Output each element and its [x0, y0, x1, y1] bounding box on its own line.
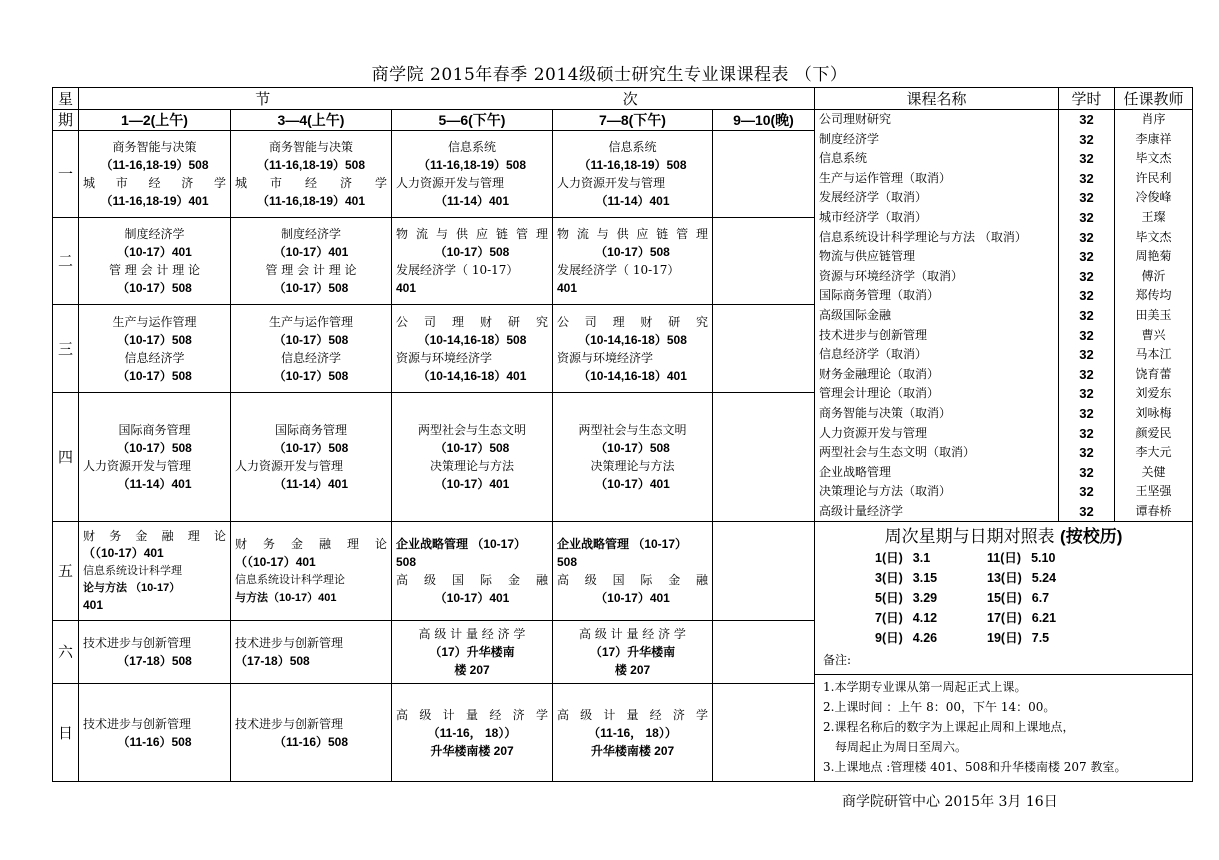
week-entry: [875, 608, 987, 628]
course-detail: （10-17）508: [117, 332, 192, 347]
course-title: 发展经济学（ 10-17）: [396, 263, 519, 278]
day-label: 三: [53, 305, 79, 393]
course-title: 国际商务管理: [274, 423, 347, 438]
course-detail: （11-14）401: [273, 477, 349, 492]
header-xing: 星: [53, 88, 79, 110]
course-title: 技术进步与创新管理: [235, 635, 344, 650]
course-teacher: 许民利: [1135, 170, 1172, 185]
course-detail: （10-17）401: [273, 245, 349, 260]
week-number: 3(日): [875, 571, 903, 586]
course-title: 高 级 国 际 金 融: [396, 573, 548, 588]
course-hours: 32: [1079, 268, 1094, 284]
class-cell: [79, 621, 231, 683]
course-detail: 401: [83, 598, 104, 613]
week-entry: [987, 568, 1099, 588]
course-hours: 32: [1079, 366, 1094, 382]
course-detail: （11-14）401: [117, 477, 192, 492]
course-detail: （10-17）508: [117, 281, 192, 296]
week-row: [875, 568, 1184, 588]
course-title: 物 流 与 供 应 链 管 理: [396, 227, 548, 242]
course-title: 商务智能与决策: [268, 140, 353, 155]
course-hours: 32: [1079, 151, 1094, 167]
class-cell: [231, 683, 392, 782]
course-title: 高 级 计 量 经 济 学: [396, 707, 548, 722]
week-entry: [987, 608, 1099, 628]
header-teacher: 任课教师: [1115, 88, 1193, 110]
course-teacher: 毕文杰: [1135, 229, 1172, 244]
course-detail: （10-17）508: [273, 368, 349, 383]
course-name: 高级计量经济学: [819, 503, 904, 518]
course-name: 信息经济学（取消）: [819, 347, 928, 362]
course-name: 两型社会与生态文明（取消）: [819, 445, 976, 460]
course-title: 高 级 计 量 经 济 学: [579, 626, 686, 641]
course-title: 公 司 理 财 研 究: [557, 314, 708, 329]
class-cell: [79, 522, 231, 621]
course-name: 国际商务管理（取消）: [819, 288, 940, 303]
week-entry: [987, 588, 1099, 608]
course-title: 企业战略管理 （10-17）: [557, 537, 688, 552]
course-name: 发展经济学（取消）: [819, 190, 928, 205]
course-title: 两型社会与生态文明: [417, 423, 526, 438]
course-detail: （17）升华楼南: [589, 644, 676, 659]
course-detail: （10-14,16-18）508: [578, 332, 687, 347]
class-cell-empty: [713, 621, 815, 683]
course-hours: 32: [1079, 386, 1094, 402]
day-label: 二: [53, 218, 79, 305]
week-date: 3.29: [912, 591, 938, 606]
class-cell-empty: [713, 305, 815, 393]
course-title: 制度经济学: [124, 227, 185, 242]
course-detail: （10-17）508: [595, 245, 670, 260]
course-title: 两型社会与生态文明: [578, 423, 687, 438]
course-name: 资源与环境经济学（取消）: [819, 268, 964, 283]
course-detail: （11-16,18-19）508: [417, 158, 527, 173]
course-name: 信息系统: [819, 151, 868, 166]
course-hours: 32: [1079, 347, 1094, 363]
day-label: 一: [53, 131, 79, 218]
course-title: 信息系统: [447, 140, 496, 155]
week-entry: [987, 548, 1099, 568]
week-entry: [875, 628, 987, 648]
class-cell: [231, 218, 392, 305]
class-cell-empty: [713, 393, 815, 522]
course-detail: （11-14）401: [595, 194, 670, 209]
course-detail: 楼 207: [614, 662, 651, 677]
course-teacher: 马本江: [1135, 347, 1172, 362]
week-date: 5.24: [1031, 571, 1057, 586]
course-title: 信息系统: [608, 140, 657, 155]
class-cell: [79, 305, 231, 393]
note-item: 1.本学期专业课从第一周起正式上课。: [823, 680, 1027, 695]
course-detail: （11-16）508: [117, 734, 192, 749]
day-label: 四: [53, 393, 79, 522]
course-hours: 32: [1079, 445, 1094, 461]
class-cell-empty: [713, 218, 815, 305]
course-title: 生产与运作管理: [112, 314, 197, 329]
note-item: 每周起止为周日至周六。: [835, 740, 968, 755]
course-title: 高 级 计 量 经 济 学: [418, 626, 526, 641]
class-cell: [392, 218, 553, 305]
course-detail: 升华楼南楼 207: [430, 743, 514, 758]
course-detail: 与方法（10-17）401: [235, 592, 337, 605]
course-detail: （11-16,18-19）508: [100, 158, 209, 173]
week-number: 7(日): [875, 611, 903, 626]
course-teacher: 饶育蕾: [1135, 366, 1172, 381]
course-title: 企业战略管理 （10-17）: [396, 537, 527, 552]
course-title: 人力资源开发与管理: [83, 459, 192, 474]
course-detail: （10-14,16-18）401: [417, 368, 527, 383]
course-name: 公司理财研究: [819, 112, 892, 126]
class-cell: [392, 393, 553, 522]
class-cell: [79, 218, 231, 305]
course-title: 高 级 计 量 经 济 学: [557, 707, 708, 722]
course-title: 制度经济学: [280, 227, 341, 242]
course-name: 城市经济学（取消）: [819, 209, 928, 224]
week-number: 9(日): [875, 631, 903, 646]
week-date: 7.5: [1031, 631, 1050, 646]
class-cell: [231, 131, 392, 218]
week-number: 1(日): [875, 551, 903, 566]
course-detail: （（10-17）401: [83, 546, 164, 561]
course-teacher: 李大元: [1135, 445, 1172, 460]
period-header: 7—8(下午): [553, 110, 713, 131]
day-label: 日: [53, 683, 79, 782]
course-title: 财 务 金 融 理 论: [235, 537, 387, 552]
course-hours: 32: [1079, 170, 1094, 186]
week-number: 13(日): [987, 571, 1022, 586]
week-row: [875, 628, 1184, 648]
class-cell: [231, 522, 392, 621]
course-detail: （10-17）401: [117, 245, 192, 260]
course-teacher: 田美玉: [1135, 307, 1172, 322]
class-cell: [392, 683, 553, 782]
course-title: 物 流 与 供 应 链 管 理: [557, 227, 708, 242]
course-detail: （10-17）508: [117, 441, 192, 456]
course-teacher: 周艳菊: [1135, 249, 1172, 264]
class-cell: [231, 621, 392, 683]
period-header: 5—6(下午): [392, 110, 553, 131]
week-number: 19(日): [987, 631, 1022, 646]
course-title: 信息经济学: [280, 350, 341, 365]
week-entry: [875, 548, 987, 568]
class-cell-empty: [713, 683, 815, 782]
course-detail: （11-16， 18））: [427, 725, 517, 740]
class-cell: [392, 305, 553, 393]
course-hours: 32: [1079, 503, 1094, 519]
course-title: 发展经济学（ 10-17）: [557, 263, 680, 278]
course-hours: 32: [1079, 464, 1094, 480]
course-detail: 401: [557, 281, 578, 296]
course-detail: （11-16,18-19）401: [256, 194, 366, 209]
course-title: 技术进步与创新管理: [235, 716, 344, 731]
course-name: 物流与供应链管理: [819, 249, 916, 264]
period-header: 1—2(上午): [79, 110, 231, 131]
course-detail: （17-18）508: [235, 653, 310, 668]
week-entry: [987, 628, 1099, 648]
week-date: 3.15: [912, 571, 938, 586]
course-detail: （10-17）508: [273, 441, 349, 456]
course-name: 企业战略管理: [819, 464, 892, 479]
class-cell: [231, 393, 392, 522]
course-title: 公 司 理 财 研 究: [396, 314, 548, 329]
class-cell: [553, 393, 713, 522]
class-cell: [553, 218, 713, 305]
header-jieci: [79, 88, 815, 110]
week-number: 15(日): [987, 591, 1022, 606]
week-table-title-suffix: (按校历): [1060, 527, 1123, 547]
teacher-list: [1115, 110, 1193, 522]
header-qi: 期: [53, 110, 79, 131]
course-detail: （17-18）508: [117, 653, 192, 668]
course-detail: 楼 207: [454, 662, 490, 677]
course-hours: 32: [1079, 229, 1094, 245]
course-name: 制度经济学: [819, 131, 880, 146]
class-cell: [392, 131, 553, 218]
course-teacher: 刘爱东: [1135, 386, 1172, 401]
course-detail: （10-17）401: [434, 591, 510, 606]
course-detail: （11-14）401: [434, 194, 510, 209]
course-detail: 508: [557, 555, 578, 570]
course-detail: （11-16,18-19）508: [578, 158, 687, 173]
course-hours: 32: [1079, 327, 1094, 343]
course-list: [815, 110, 1059, 522]
course-detail: （10-14,16-18）508: [417, 332, 527, 347]
course-teacher: 毕文杰: [1135, 151, 1172, 166]
course-detail: （17）升华楼南: [429, 644, 515, 659]
course-title: 生产与运作管理: [268, 314, 353, 329]
course-hours: 32: [1079, 190, 1094, 206]
course-teacher: 刘咏梅: [1135, 405, 1172, 420]
course-title: 国际商务管理: [118, 423, 191, 438]
week-date: 4.12: [912, 611, 938, 626]
course-title: 决策理论与方法: [590, 459, 675, 474]
course-teacher: 肖序: [1141, 112, 1166, 126]
week-row: [875, 588, 1184, 608]
course-hours: 32: [1079, 425, 1094, 441]
course-title: 商务智能与决策: [112, 140, 197, 155]
notes-block: [823, 650, 1184, 777]
course-name: 高级国际金融: [819, 307, 892, 322]
course-detail: 论与方法 （10-17）: [83, 582, 181, 595]
header-hours: 学时: [1059, 88, 1115, 110]
class-cell: [553, 522, 713, 621]
class-cell: [392, 522, 553, 621]
header-course-name: 课程名称: [815, 88, 1059, 110]
course-hours: 32: [1079, 484, 1094, 500]
course-teacher: 关健: [1141, 464, 1166, 479]
course-detail: （10-17）401: [434, 477, 510, 492]
week-date: 6.21: [1031, 611, 1057, 626]
class-cell: [553, 131, 713, 218]
footer-signature: 商学院研管中心 2015年 3月 16日: [842, 794, 1058, 810]
course-title: 资源与环境经济学: [396, 350, 493, 365]
course-title: 人力资源开发与管理: [235, 459, 344, 474]
course-teacher: 郑传均: [1135, 288, 1172, 303]
course-name: 商务智能与决策（取消）: [819, 405, 952, 420]
week-number: 5(日): [875, 591, 903, 606]
course-hours: 32: [1079, 209, 1094, 225]
course-hours: 32: [1079, 307, 1094, 323]
course-title: 技术进步与创新管理: [83, 716, 192, 731]
course-teacher: 谭春桥: [1135, 503, 1172, 518]
course-title: 信息系统设计科学理论: [235, 573, 345, 587]
course-title: 技术进步与创新管理: [83, 635, 192, 650]
course-title: 财 务 金 融 理 论: [83, 529, 226, 544]
course-detail: （10-17）508: [273, 281, 349, 296]
period-header: 9—10(晚): [713, 110, 815, 131]
schedule-table: [52, 87, 1193, 782]
course-teacher: 曹兴: [1141, 327, 1166, 342]
class-cell: [79, 393, 231, 522]
week-row: [875, 548, 1184, 568]
week-table-title: 周次星期与日期对照表: [884, 527, 1055, 548]
course-detail: （10-17）508: [595, 441, 670, 456]
header-ci: 次: [622, 89, 638, 108]
day-label: 六: [53, 621, 79, 683]
header-jie: 节: [255, 89, 271, 108]
course-teacher: 王璨: [1141, 209, 1166, 224]
page-title: 商学院 2015年春季 2014级硕士研究生专业课课程表 （下）: [371, 65, 848, 85]
course-detail: 508: [396, 555, 417, 570]
course-hours: 32: [1079, 131, 1094, 147]
course-title: 管 理 会 计 理 论: [265, 263, 357, 278]
class-cell: [553, 683, 713, 782]
class-cell-empty: [713, 131, 815, 218]
course-name: 财务金融理论（取消）: [819, 366, 940, 381]
course-hours: 32: [1079, 249, 1094, 265]
course-teacher: 傅沂: [1141, 268, 1166, 283]
course-name: 人力资源开发与管理: [819, 425, 928, 440]
course-name: 技术进步与创新管理: [819, 327, 928, 342]
week-date: 6.7: [1031, 591, 1050, 606]
period-header: 3—4(上午): [231, 110, 392, 131]
note-item: 2.课程名称后的数字为上课起止周和上课地点，: [823, 720, 1075, 735]
course-title: 信息经济学: [124, 350, 185, 365]
week-number: 17(日): [987, 611, 1022, 626]
course-detail: （（10-17）401: [235, 555, 316, 570]
course-detail: （10-14,16-18）401: [578, 368, 687, 383]
course-teacher: 冷俊峰: [1135, 190, 1172, 205]
course-title: 管 理 会 计 理 论: [108, 263, 201, 278]
course-detail: （10-17）508: [434, 441, 510, 456]
course-detail: （11-16,18-19）508: [256, 158, 366, 173]
week-row: [875, 608, 1184, 628]
course-title: 高 级 国 际 金 融: [557, 573, 708, 588]
course-title: 人力资源开发与管理: [557, 176, 666, 191]
week-date-table: [815, 522, 1193, 782]
course-title: 信息系统设计科学理: [83, 564, 182, 578]
week-date: 4.26: [912, 631, 938, 646]
course-detail: 升华楼南楼 207: [590, 743, 675, 758]
course-title: 城 市 经 济 学: [83, 176, 226, 191]
week-date: 3.1: [912, 551, 931, 566]
course-name: 生产与运作管理（取消）: [819, 170, 952, 185]
course-detail: （10-17）508: [273, 332, 349, 347]
course-detail: （11-16）508: [273, 734, 349, 749]
class-cell: [231, 305, 392, 393]
day-label: 五: [53, 522, 79, 621]
week-entry: [875, 588, 987, 608]
course-detail: （11-16， 18））: [588, 725, 677, 740]
course-detail: （10-17）508: [434, 245, 510, 260]
note-item: 3.上课地点 :管理楼 401、508和升华楼南楼 207 教室。: [823, 760, 1127, 775]
course-detail: （10-17）401: [595, 591, 670, 606]
notes-label: 备注:: [823, 653, 852, 668]
course-title: 人力资源开发与管理: [396, 176, 505, 191]
course-name: 信息系统设计科学理论与方法 （取消）: [819, 229, 1027, 244]
course-hours: 32: [1079, 405, 1094, 421]
course-teacher: 李康祥: [1135, 131, 1172, 146]
course-hours: 32: [1079, 112, 1094, 127]
course-title: 城 市 经 济 学: [235, 176, 387, 191]
class-cell: [392, 621, 553, 683]
course-title: 决策理论与方法: [429, 459, 514, 474]
class-cell: [553, 305, 713, 393]
week-entry: [875, 568, 987, 588]
course-detail: （10-17）401: [595, 477, 670, 492]
class-cell-empty: [713, 522, 815, 621]
week-number: 11(日): [987, 551, 1022, 566]
course-teacher: 王坚强: [1135, 484, 1172, 499]
course-teacher: 颜爱民: [1135, 425, 1172, 440]
week-grid: [875, 548, 1184, 648]
class-cell: [553, 621, 713, 683]
course-name: 决策理论与方法（取消）: [819, 484, 952, 499]
note-item: 2.上课时间 ：上午 8：00，下午 14：00。: [823, 700, 1056, 715]
course-detail: （10-17）508: [117, 368, 192, 383]
class-cell: [79, 131, 231, 218]
course-detail: 401: [396, 281, 417, 296]
course-hours: 32: [1079, 288, 1094, 304]
course-detail: （11-16,18-19）401: [100, 194, 209, 209]
hours-list: [1059, 110, 1115, 522]
class-cell: [79, 683, 231, 782]
course-title: 资源与环境经济学: [557, 350, 654, 365]
course-name: 管理会计理论（取消）: [819, 386, 940, 401]
week-date: 5.10: [1031, 551, 1056, 566]
